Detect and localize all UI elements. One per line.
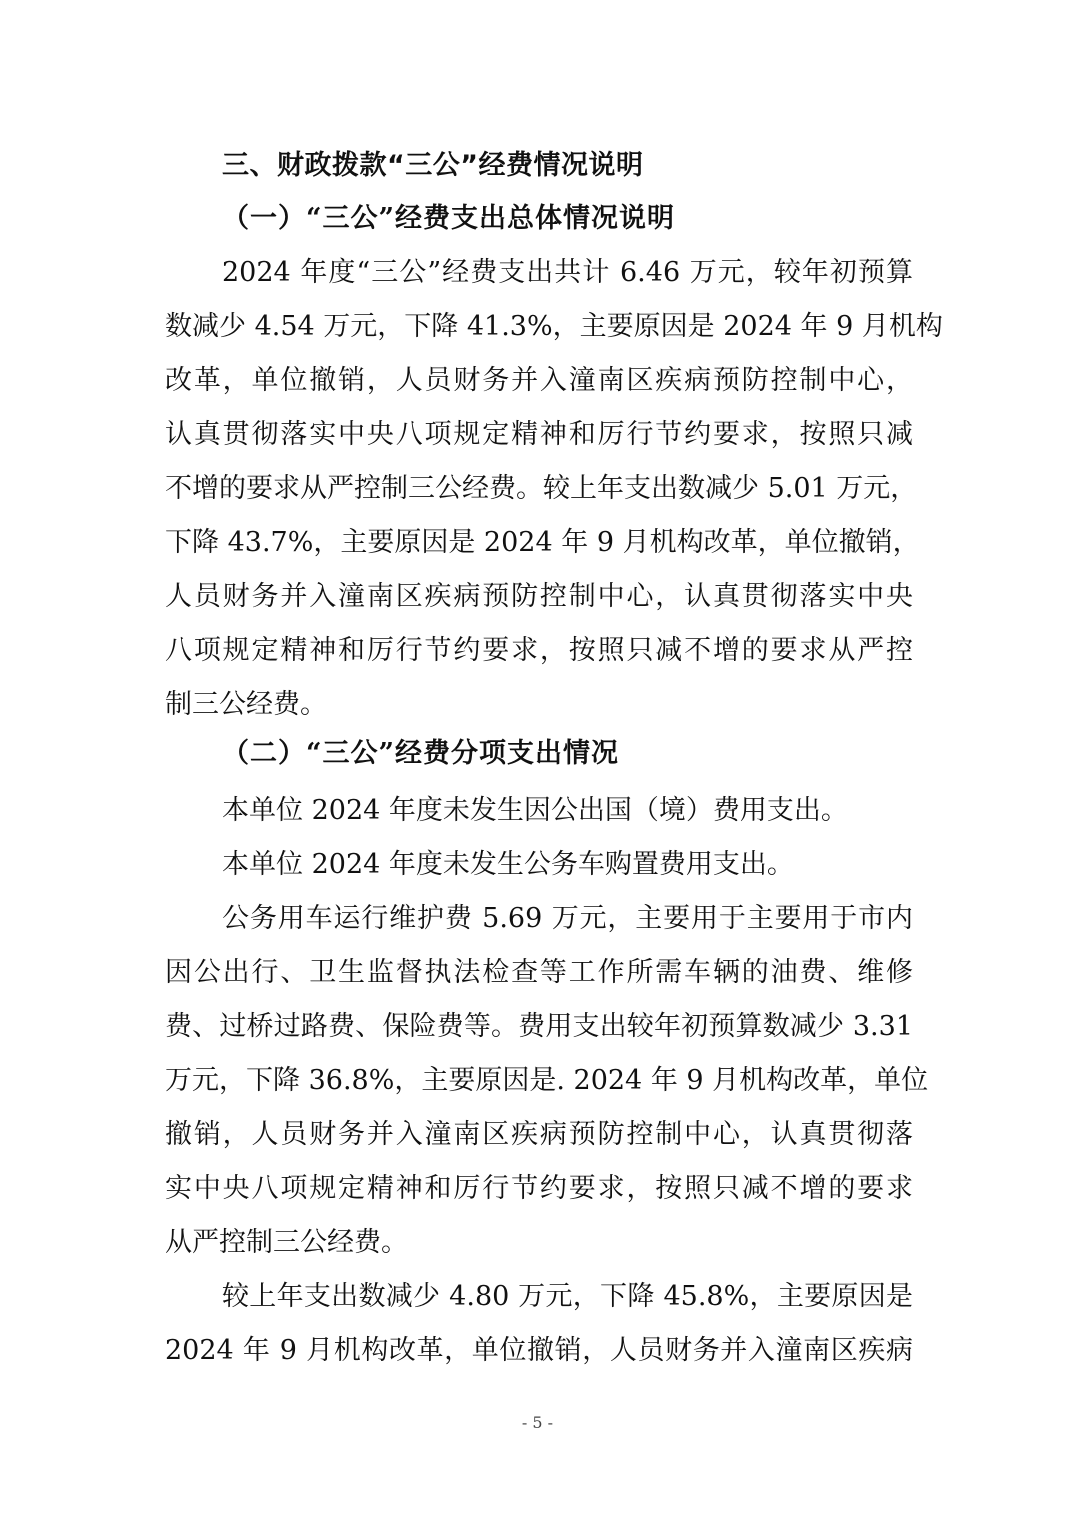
paragraph-line: 本单位 2024 年度未发生因公出国（境）费用支出。 <box>222 795 848 826</box>
paragraph-line: 因公出行、卫生监督执法检查等工作所需车辆的油费、维修 <box>165 957 913 988</box>
subsection-1-title: （一）“三公”经费支出总体情况说明 <box>222 203 676 234</box>
section-title: 三、财政拨款“三公”经费情况说明 <box>222 150 644 181</box>
subsection-2-title: （二）“三公”经费分项支出情况 <box>222 738 620 769</box>
paragraph-line: 下降 43.7%，主要原因是 2024 年 9 月机构改革，单位撤销， <box>165 527 920 558</box>
paragraph-line: 实中央八项规定精神和厉行节约要求，按照只减不增的要求 <box>165 1173 913 1204</box>
paragraph-line: 万元，下降 36.8%，主要原因是. 2024 年 9 月机构改革，单位 <box>165 1065 929 1096</box>
page-number: - 5 - <box>521 1413 554 1432</box>
paragraph-line: 制三公经费。 <box>165 689 327 720</box>
paragraph-line: 八项规定精神和厉行节约要求，按照只减不增的要求从严控 <box>165 635 913 666</box>
paragraph-line: 公务用车运行维护费 5.69 万元，主要用于主要用于市内 <box>222 903 913 934</box>
paragraph-line: 认真贯彻落实中央八项规定精神和厉行节约要求，按照只减 <box>165 419 913 450</box>
paragraph-line: 人员财务并入潼南区疾病预防控制中心，认真贯彻落实中央 <box>165 581 913 612</box>
paragraph-line: 较上年支出数减少 4.80 万元，下降 45.8%，主要原因是 <box>222 1281 913 1312</box>
paragraph-line: 数减少 4.54 万元，下降 41.3%，主要原因是 2024 年 9 月机构 <box>165 311 943 342</box>
paragraph-line: 撤销，人员财务并入潼南区疾病预防控制中心，认真贯彻落 <box>165 1119 913 1150</box>
paragraph-line: 2024 年度“三公”经费支出共计 6.46 万元，较年初预算 <box>222 257 913 288</box>
paragraph-line: 2024 年 9 月机构改革，单位撤销，人员财务并入潼南区疾病 <box>165 1335 913 1366</box>
paragraph-line: 本单位 2024 年度未发生公务车购置费用支出。 <box>222 849 794 880</box>
paragraph-line: 改革，单位撤销，人员财务并入潼南区疾病预防控制中心， <box>165 365 913 396</box>
paragraph-line: 不增的要求从严控制三公经费。较上年支出数减少 5.01 万元， <box>165 473 918 504</box>
paragraph-line: 从严控制三公经费。 <box>165 1227 408 1258</box>
paragraph-line: 费、过桥过路费、保险费等。费用支出较年初预算数减少 3.31 <box>165 1011 913 1042</box>
